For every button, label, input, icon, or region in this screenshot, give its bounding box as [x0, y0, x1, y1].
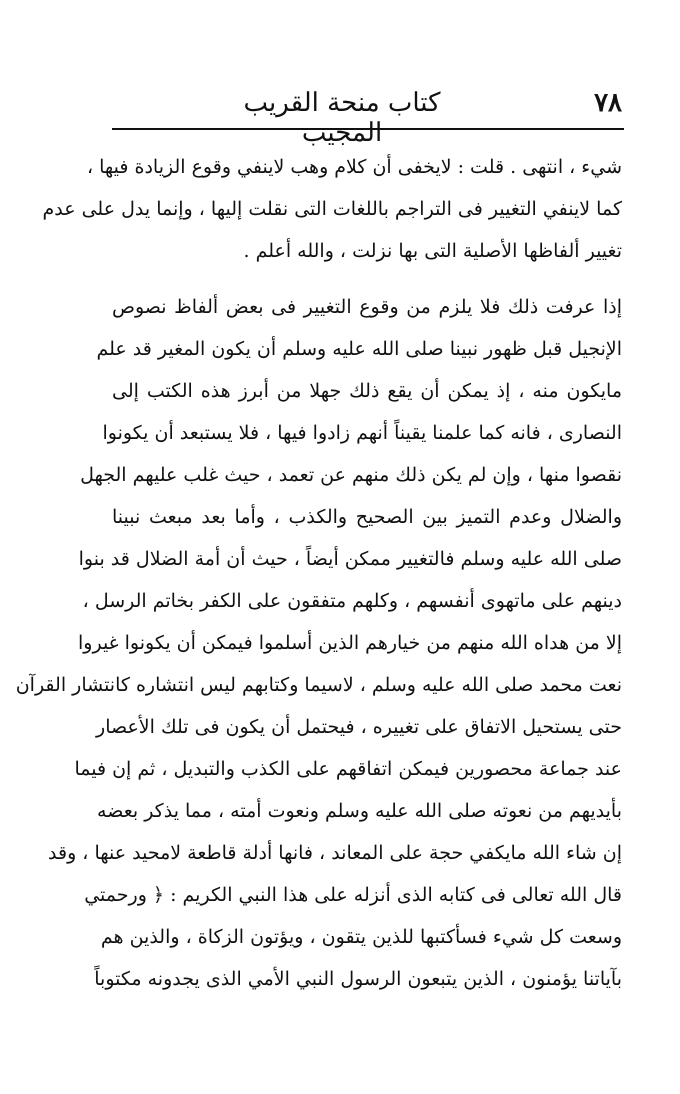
text-line: إذا عرفت ذلك فلا يلزم من وقوع التغيير فى بعض ألفاظ نصوص [112, 296, 622, 318]
text-line: وسعت كل شيء فسأكتبها للذين يتقون ، ويؤتون الزكاة ، والذين هم [100, 926, 622, 948]
page-number: ٧٨ [594, 88, 622, 118]
running-header [112, 86, 622, 148]
text-line: كما لاينفي التغيير فى التراجم باللغات التى نقلت إليها ، وإنما يدل على عدم [42, 198, 622, 220]
paragraph-gap [112, 272, 622, 286]
text-line: صلى الله عليه وسلم فالتغيير ممكن أيضاً ، حيث أن أمة الضلال قد بنوا [78, 548, 622, 570]
text-line: إلا من هداه الله منهم من خيارهم الذين أسلموا فيمكن أن يكونوا غيروا [78, 632, 622, 654]
paragraph-2 [15, 286, 622, 1000]
text-line: نعت محمد صلى الله عليه وسلم ، لاسيما وكتابهم ليس انتشاره كانتشار القرآن [15, 674, 622, 696]
text-line: تغيير ألفاظها الأصلية التى بها نزلت ، والله أعلم . [243, 240, 622, 262]
text-line: قال الله تعالى فى كتابه الذى أنزله على هذا النبي الكريم : ﴿ ورحمتي [84, 884, 622, 906]
text-line: مايكون منه ، إذ يمكن أن يقع ذلك جهلا من أبرز هذه الكتب إلى [112, 380, 622, 402]
text-line: حتى يستحيل الاتفاق على تغييره ، فيحتمل أن يكون فى تلك الأعصار [96, 716, 622, 738]
text-line: دينهم على ماتهوى أنفسهم ، وكلهم متفقون على الكفر بخاتم الرسل ، [82, 590, 622, 612]
paragraph-1 [42, 146, 622, 272]
text-line: الإنجيل قبل ظهور نبينا صلى الله عليه وسلم أن يكون المغير قد علم [96, 338, 622, 360]
text-line: النصارى ، فانه كما علمنا يقيناً أنهم زادوا فيها ، فلا يستبعد أن يكونوا [102, 422, 622, 444]
book-title: كتاب منحة القريب المجيب [243, 88, 441, 148]
text-line: إن شاء الله مايكفي حجة على المعاند ، فانها أدلة قاطعة لامحيد عنها ، وقد [48, 842, 622, 864]
text-line: والضلال وعدم التميز بين الصحيح والكذب ، وأما بعد مبعث نبينا [112, 506, 622, 528]
text-line: نقصوا منها ، وإن لم يكن ذلك منهم عن تعمد ، حيث غلب عليهم الجهل [80, 464, 622, 486]
body-text [15, 146, 622, 1000]
text-line: عند جماعة محصورين فيمكن اتفاقهم على الكذب والتبديل ، ثم إن فيما [74, 758, 622, 780]
header-rule [112, 128, 624, 130]
text-line: شيء ، انتهى . قلت : لايخفى أن كلام وهب لاينفي وقوع الزيادة فيها ، [86, 156, 622, 178]
text-line: بأيديهم من نعوته صلى الله عليه وسلم ونعوت أمته ، مما يذكر بعضه [97, 800, 622, 822]
text-line: بآياتنا يؤمنون ، الذين يتبعون الرسول النبي الأمي الذى يجدونه مكتوباً [94, 968, 622, 990]
